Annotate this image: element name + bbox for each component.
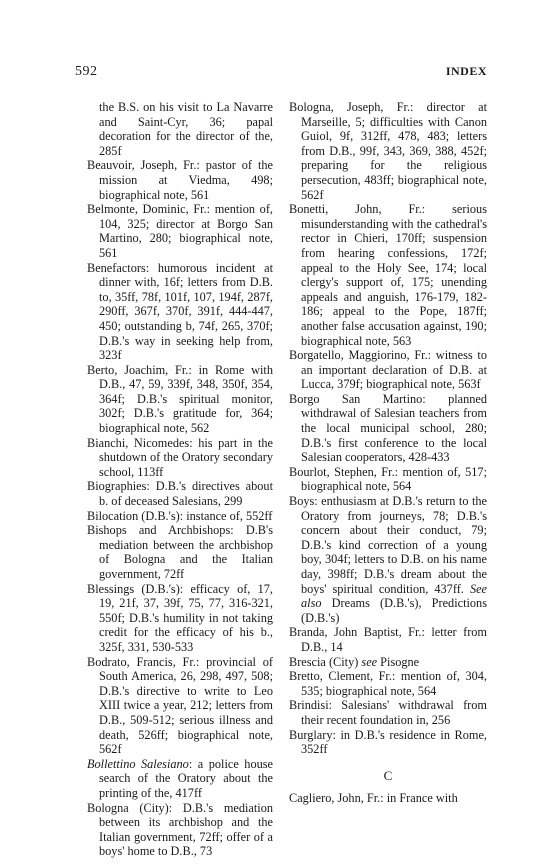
see-label: see xyxy=(361,654,378,669)
index-entry: Bishops and Archbishops: D.B's mediation between the archbishop of Bologna and the Italian government, 72ff xyxy=(87,523,273,581)
index-entry: Bianchi, Nicomedes: his part in the shutdown of the Oratory secondary school, 113ff xyxy=(87,435,273,479)
index-entry: Bretto, Clement, Fr.: mention of, 304, 535; biographical note, 564 xyxy=(289,669,487,698)
index-entry: Blessings (D.B.'s): efficacy of, 17, 19, 21f, 37, 39f, 75, 77, 316-321, 550f; D.B.'s humility in not taking credit for the efficacy of his b., 325f, 331, 530-533 xyxy=(87,581,273,654)
index-term-italic: Bollettino Salesiano xyxy=(87,756,189,771)
index-entry-text: : a police house search of the Oratory about the printing of the, 417ff xyxy=(99,756,273,800)
index-entry: Brindisi: Salesians' withdrawal from their recent foundation in, 256 xyxy=(289,698,487,727)
index-entry: Bologna (City): D.B.'s mediation between its archbishop and the Italian government, 72ff; offer of a boys' home to D.B., 73 xyxy=(87,800,273,859)
index-entry: Branda, John Baptist, Fr.: letter from D.B., 14 xyxy=(289,625,487,654)
see-also-text: Dreams (D.B.'s), Predictions (D.B.'s) xyxy=(301,596,487,625)
index-entry: Beauvoir, Joseph, Fr.: pastor of the mission at Viedma, 498; biographical note, 561 xyxy=(87,158,273,202)
page-number: 592 xyxy=(75,64,98,79)
see-text: Pisogne xyxy=(377,654,420,669)
see-also-label: See also xyxy=(301,581,488,611)
index-entry: Cagliero, John, Fr.: in France with xyxy=(289,791,458,806)
index-entry: Bologna, Joseph, Fr.: director at Marseille, 5; difficulties with Canon Guiol, 9f, 312ff, 478, 483; letters from D.B., 99f, 343, 369, 388, 452f; preparing for the religious persecution, 483ff; biographical note, 562f xyxy=(289,100,487,202)
index-entry: Bonetti, John, Fr.: serious misunderstanding with the cathedral's rector in Chieri, 170ff; suspension from hearing confessions, 172f; appeal to the Holy See, 174; local clergy's support of, 175; unending appeals and anguish, 176-179, 182-186; appeal to the Pope, 187ff; another false accusation against, 190; biographical note, 563 xyxy=(289,202,487,348)
index-entry: Borgo San Martino: planned withdrawal of Salesian teachers from the local municipal school, 280; D.B.'s first conference to the local Salesian cooperators, 428-433 xyxy=(289,391,487,465)
index-entry xyxy=(87,757,273,801)
index-column-right xyxy=(289,100,487,806)
index-entry: Borgatello, Maggiorino, Fr.: witness to an important declaration of D.B. at Lucca, 379f; biographical note, 563f xyxy=(289,348,487,392)
index-entry xyxy=(289,655,487,670)
index-entry: Burglary: in D.B.'s residence in Rome, 352ff xyxy=(289,727,487,757)
running-head: INDEX xyxy=(445,64,487,78)
index-entry: Bodrato, Francis, Fr.: provincial of South America, 26, 298, 497, 508; D.B.'s directive to write to Leo XIII twice a year, 212; letters from D.B., 509-512; serious illness and death, 526ff; biographical note, 562f xyxy=(87,654,273,757)
index-entry-text: Boys: enthusiasm at D.B.'s return to the Oratory from journeys, 78; D.B.'s concern about their conduct, 79; D.B.'s kind correction of a young boy, 304f; letters to D.B. on his name day, 398ff; D.B.'s dream about the boys' spiritual condition, 437ff. xyxy=(289,494,487,596)
index-entry: Berto, Joachim, Fr.: in Rome with D.B., 47, 59, 339f, 348, 350f, 354, 364f; D.B.'s spiritual monitor, 302f; D.B.'s gratitude for, 364; biographical note, 562 xyxy=(87,362,273,436)
index-entry-text: Brescia (City) xyxy=(289,654,362,669)
index-entry: Bilocation (D.B.'s): instance of, 552ff xyxy=(87,508,273,523)
index-entry-continuation: the B.S. on his visit to La Navarre and Saint-Cyr, 36; papal decoration for the director of the, 285f xyxy=(99,100,273,158)
index-entry: Belmonte, Dominic, Fr.: mention of, 104, 325; director at Borgo San Martino, 280; biographical note, 561 xyxy=(87,202,273,260)
index-entry: Bourlot, Stephen, Fr.: mention of, 517; biographical note, 564 xyxy=(289,464,487,494)
index-entry: Benefactors: humorous incident at dinner with, 16f; letters from D.B. to, 35ff, 78f, 101f, 107, 194f, 287f, 290ff, 367f, 370f, 391f, 444-447, 450; outstanding b, 74f, 265, 370f; D.B.'s way in seeking help from, 323f xyxy=(87,260,273,363)
page-header xyxy=(75,64,487,82)
index-entry xyxy=(289,494,487,625)
index-entry: Biographies: D.B.'s directives about b. of deceased Salesians, 299 xyxy=(87,479,273,509)
index-column-left xyxy=(87,100,273,859)
section-letter: C xyxy=(383,767,393,783)
